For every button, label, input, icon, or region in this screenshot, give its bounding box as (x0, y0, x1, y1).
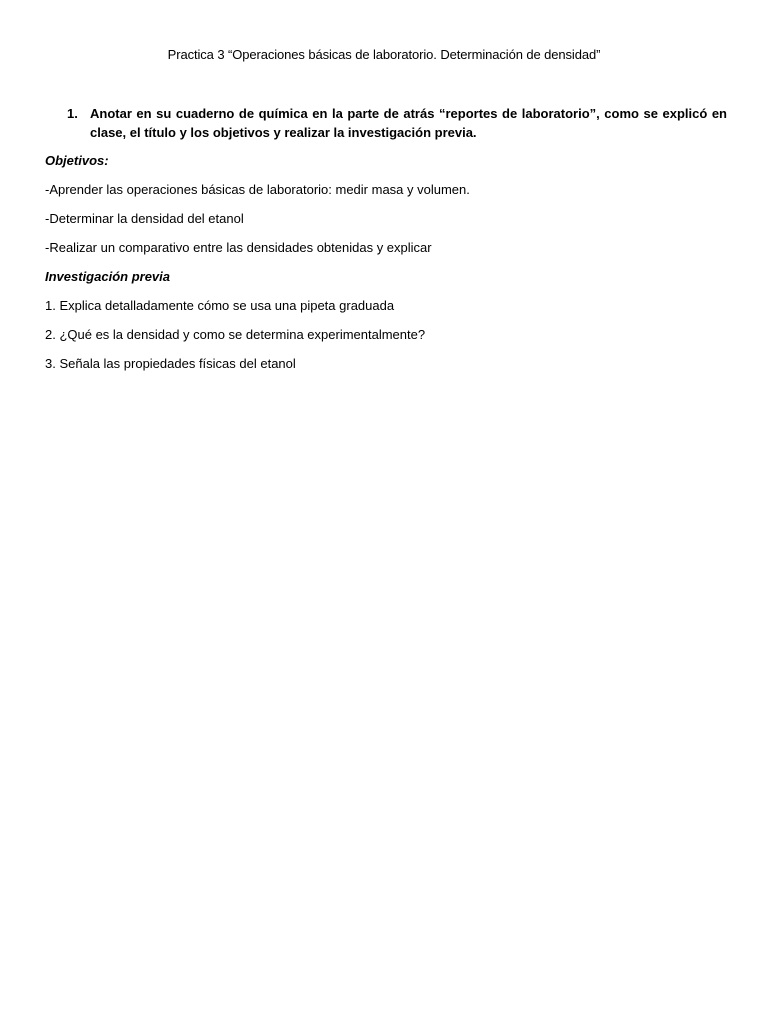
instruction-text: Anotar en su cuaderno de química en la parte de atrás “reportes de laboratorio”, como se explicó en clase, el título y los objetivos y realizar la investigación previa. (90, 106, 727, 140)
document-title: Practica 3 “Operaciones básicas de laboratorio. Determinación de densidad” (167, 47, 601, 62)
research-item: 3. Señala las propiedades físicas del etanol (45, 356, 296, 371)
research-item: 2. ¿Qué es la densidad y como se determina experimentalmente? (45, 327, 426, 342)
objective-item: -Aprender las operaciones básicas de laboratorio: medir masa y volumen. (45, 182, 470, 197)
instruction-number: 1. (67, 106, 78, 121)
objective-item: -Realizar un comparativo entre las densidades obtenidas y explicar (45, 240, 432, 255)
research-item: 1. Explica detalladamente cómo se usa una pipeta graduada (45, 298, 395, 313)
objectives-heading: Objetivos: (45, 153, 109, 168)
research-heading: Investigación previa (45, 269, 170, 284)
objective-item: -Determinar la densidad del etanol (45, 211, 244, 226)
instruction-item (67, 104, 727, 142)
